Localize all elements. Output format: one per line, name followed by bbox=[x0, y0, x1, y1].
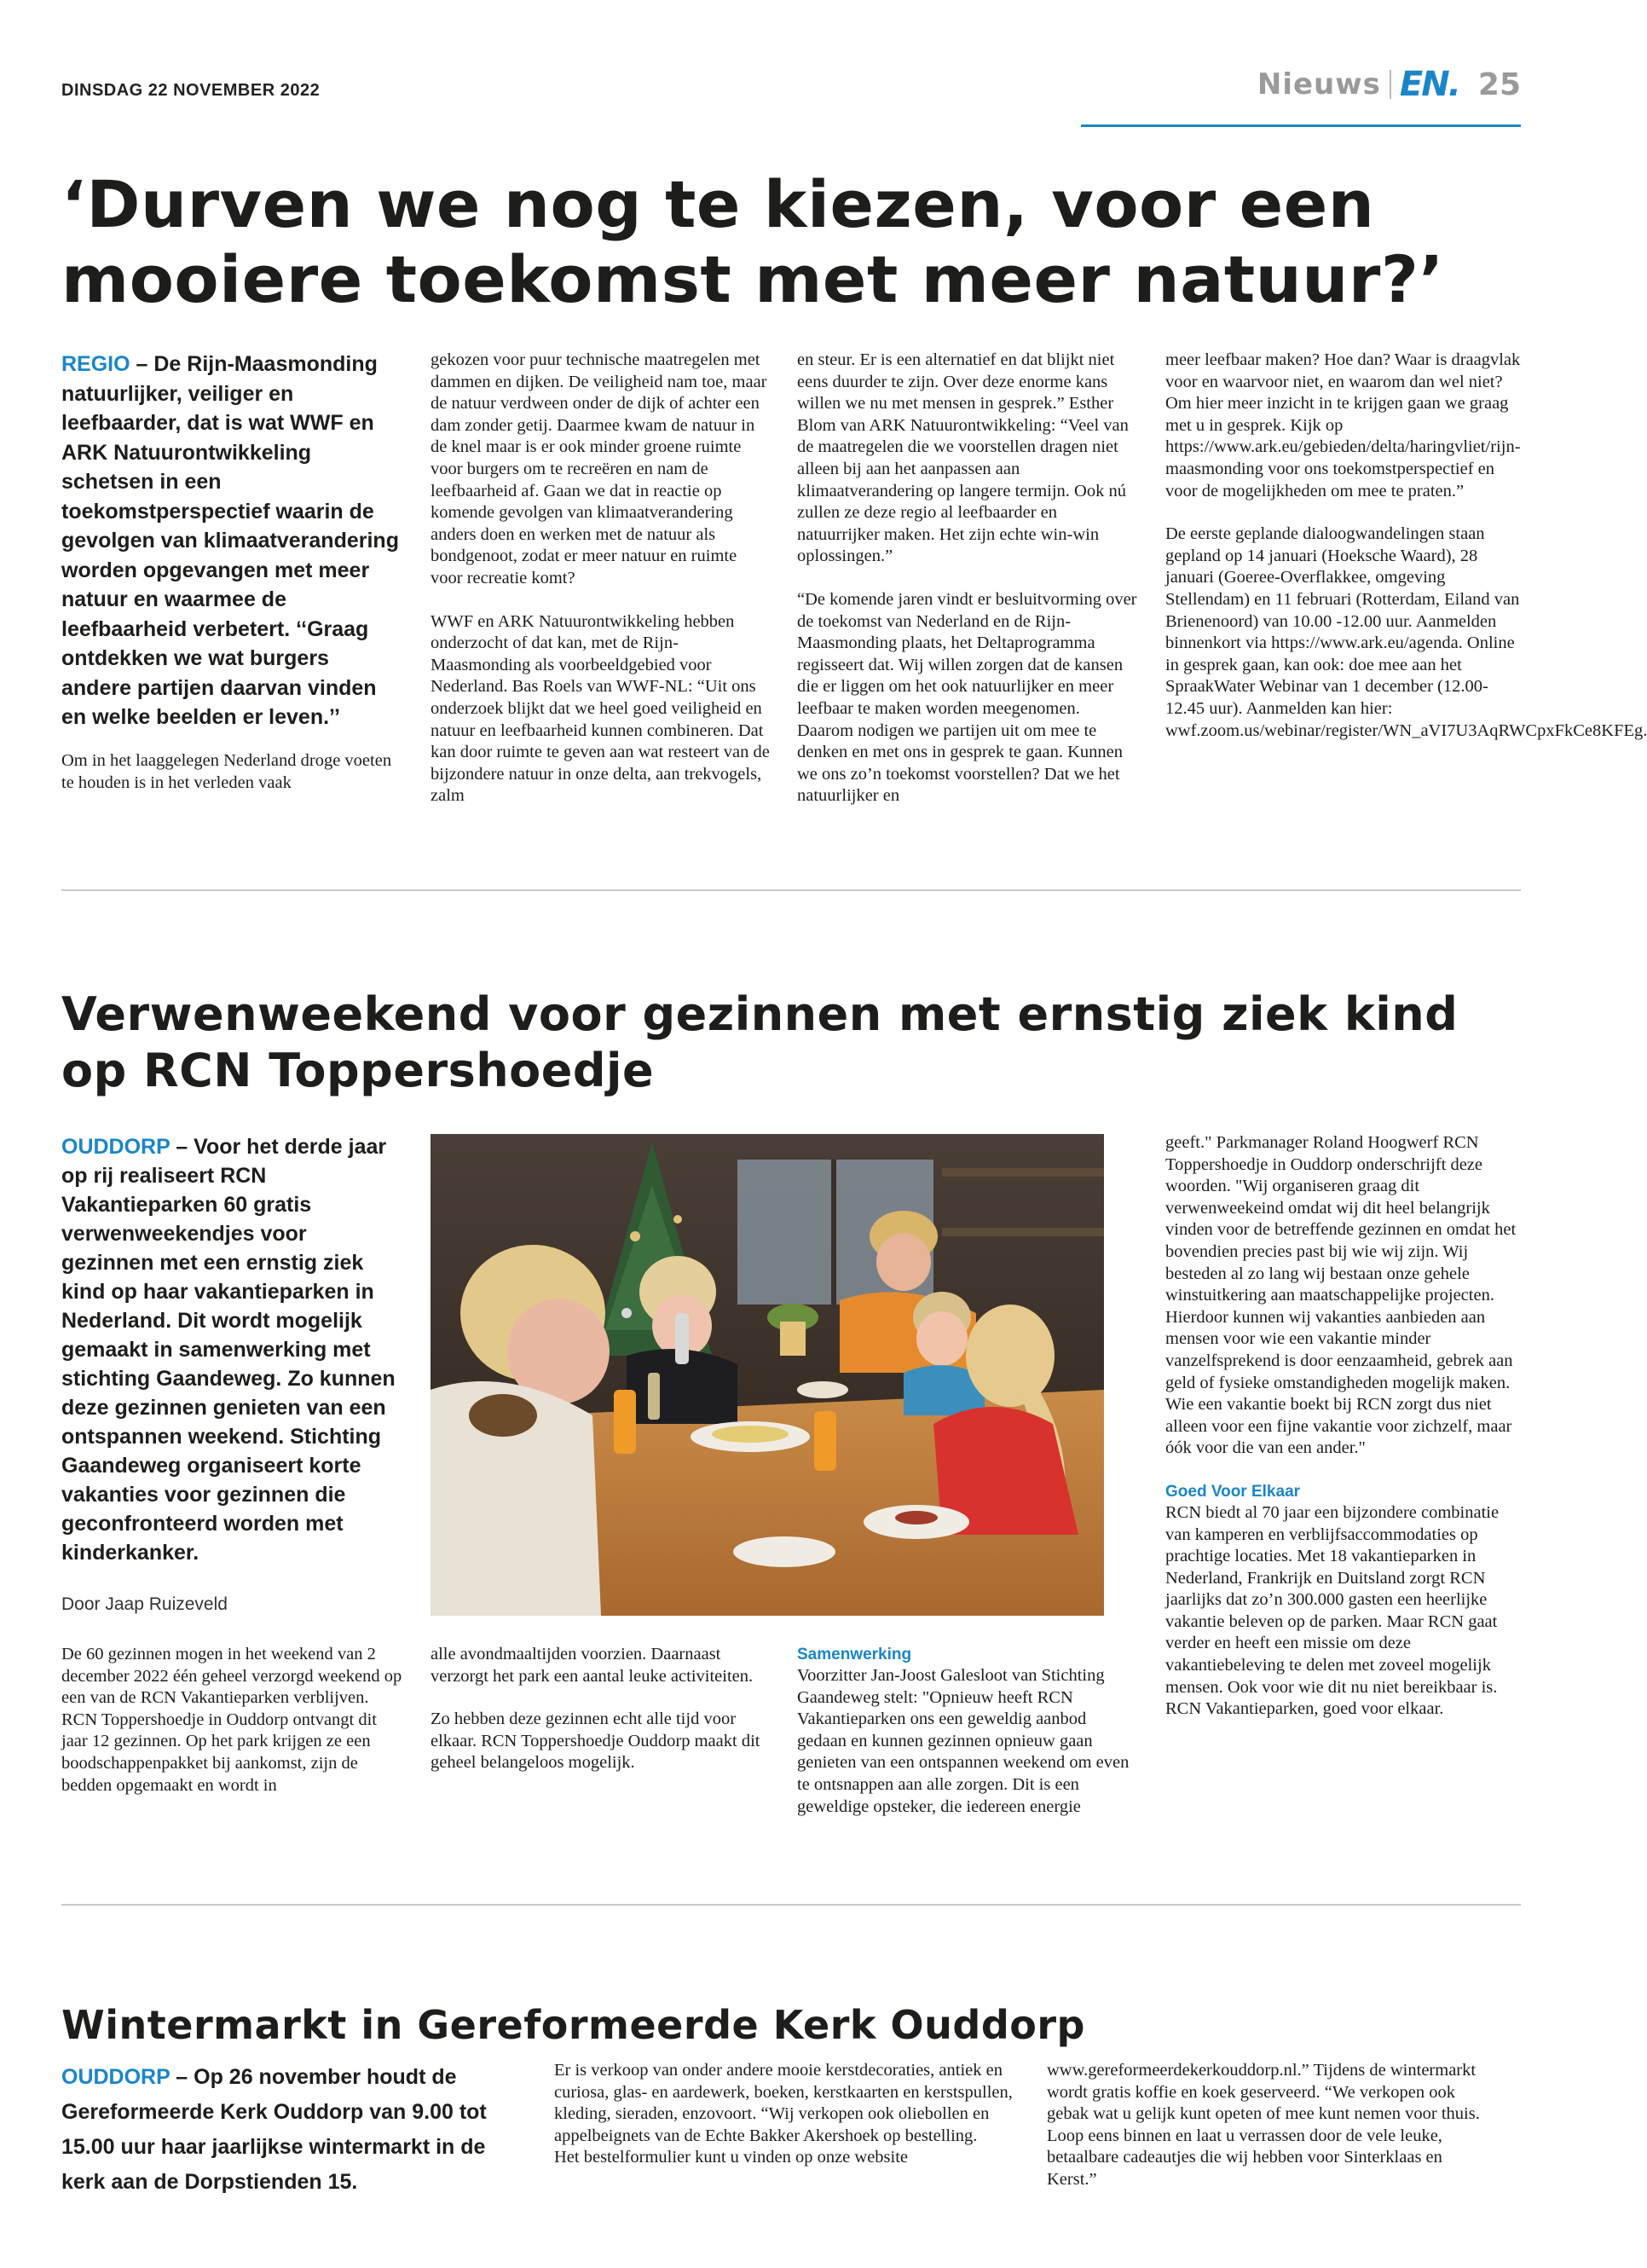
article2-lead-text: – Voor het derde jaar op rij realiseert RCN Vakantieparken 60 gratis verwenweekendjes voor gezinnen met een ernstig ziek kind op haar vakantieparken in Nederland. Dit wordt mogelijk gemaakt in samenwerking met stichting Gaandeweg. Zo kunnen deze gezinnen genieten van een ontspannen weekend. Stichting Gaandeweg organiseert korte vakanties voor gezinnen die geconfronteerd worden met kinderkanker. bbox=[61, 1135, 396, 1565]
article2-column-2 bbox=[431, 1644, 771, 1774]
article1-dateline: REGIO bbox=[61, 352, 130, 376]
article1-paragraph: Om in het laaggelegen Nederland droge voeten te houden is in het verleden vaak bbox=[61, 751, 392, 792]
header-rule bbox=[1081, 124, 1521, 127]
section-label: Nieuws bbox=[1257, 67, 1381, 101]
article1-column-1 bbox=[61, 750, 402, 794]
article1-paragraph: en steur. Er is een alternatief en dat blijkt niet eens duurder te zijn. Over deze enorme kans willen we nu met mensen in gesprek.” Esther Blom van ARK Natuurontwikkeling: “Veel van de maatregelen die we voorstellen dragen niet alleen bij aan het aanpassen aan klimaatverandering op langere termijn. Ook nú zullen ze deze regio al leefbaarder en natuurrijker maken. Het zijn echte win-win oplossingen.” bbox=[797, 350, 1129, 566]
newspaper-logo: EN. bbox=[1399, 65, 1459, 104]
article3-paragraph: Er is verkoop van onder andere mooie kerstdecoraties, antiek en curiosa, glas- en aardewerk, boeken, kerstkaarten en kerstspullen, kleding, sieraden, enzovoort. “Wij verkopen ook oliebollen en appelbeignets van de Echte Bakker Akershoek op bestelling. bbox=[554, 2061, 1013, 2145]
article3-paragraph: Het bestelformulier kunt u vinden op onze website bbox=[554, 2148, 909, 2167]
article1-paragraph: WWF en ARK Natuurontwikkeling hebben onderzocht of dat kan, met de Rijn- Maasmonding als voorbeeldgebied voor Nederland. Bas Roels van WWF-NL: “Uit ons onderzoek blijkt dat we heel goed veiligheid en natuur en leefbaarheid kunnen combineren. Dat kan door ruimte te geven aan wat resteert van de bijzondere natuur in onze delta, aan trekvogels, zalm bbox=[431, 611, 770, 806]
article1-paragraph: gekozen voor puur technische maatregelen met dammen en dijken. De veiligheid nam toe, maar de natuur verdween onder de dijk of achter een dam zonder getij. Daarmee kwam de natuur in de knel maar is er ook minder groene ruimte voor burgers om te recreëren en nam de leefbaarheid af. Gaan we dat in reactie op komende gevolgen van klimaatverandering anders doen en werken met de natuur als bondgenoot, zodat er meer natuur en ruimte voor recreatie komt? bbox=[431, 350, 767, 587]
article2-dateline: OUDDORP bbox=[61, 1135, 170, 1159]
article2-paragraph: RCN biedt al 70 jaar een bijzondere combinatie van kamperen en verblijfsaccommodaties op prachtige locaties. Met 18 vakantieparken in Nederland, Frankrijk en Duitsland zorgt RCN jaarlijks dat zo’n 300.000 gasten een heerlijke vakantie beleven op de parken. Maar RCN gaat verder en heeft een missie om deze vakantiebeleving te delen met zoveel mogelijk mensen. Ook voor wie dit nu niet bereikbaar is. RCN Vakantieparken, goed voor elkaar. bbox=[1165, 1502, 1500, 1719]
article1-paragraph: De eerste geplande dialoogwandelingen staan gepland op 14 januari (Hoeksche Waard), 28 januari (Goeree-Overflakkee, omgeving Stellendam) en 11 februari (Rotterdam, Eiland van Brienenoord) van 10.00 -12.00 uur. Aanmelden binnenkort via https://www.ark.eu/agenda. Online in gesprek gaan, kan ook: doe mee aan het SpraakWater Webinar van 1 december (12.00-12.45 uur). Aanmelden kan hier: wwf.zoom.us/webinar/register/WN_aVI7U3AqRWCpxFkCe8KFEg. bbox=[1165, 524, 1647, 740]
page-number: 25 bbox=[1477, 67, 1521, 102]
article3-dateline: OUDDORP bbox=[61, 2065, 170, 2089]
article1-lead bbox=[61, 350, 402, 732]
article2-paragraph: Zo hebben deze gezinnen echt alle tijd voor elkaar. RCN Toppershoedje Ouddorp maakt dit geheel belangeloos mogelijk. bbox=[431, 1710, 760, 1773]
article1-headline: ‘Durven we nog te kiezen, voor een mooiere toekomst met meer natuur?’ bbox=[61, 166, 1444, 317]
article3-lead-text: – Op 26 november houdt de Gereformeerde Kerk Ouddorp van 9.00 tot 15.00 uur haar jaarlijkse wintermarkt in de kerk aan de Dorpstienden 15. bbox=[61, 2065, 487, 2194]
article2-subhead-samenwerking: Samenwerking bbox=[797, 1646, 912, 1663]
article2-headline: Verwenweekend voor gezinnen met ernstig ziek kind op RCN Toppershoedje bbox=[61, 987, 1459, 1097]
article3-headline: Wintermarkt in Gereformeerde Kerk Ouddorp bbox=[61, 2002, 1085, 2048]
header-divider bbox=[1390, 70, 1391, 99]
article2-column-4 bbox=[1165, 1132, 1523, 1721]
article2-paragraph: geeft." Parkmanager Roland Hoogwerf RCN Toppershoedje in Ouddorp onderschrijft deze woorden. "Wij organiseren graag dit verwenweekeind omdat wij dit heel belangrijk vinden voor de betreffende gezinnen en omdat het bovendien precies past bij wie wij zijn. Wij besteden al zo lang wij bestaan onze gehele winstuitkering aan maatschappelijke projecten. Hierdoor kunnen wij vakanties aanbieden aan mensen voor wie een vakantie minder vanzelfsprekend is door eenzaamheid, gebrek aan geld of fysieke omstandigheden mogelijk maken. Wie een vakantie boekt bij RCN zorgt dus niet alleen voor een fijne vakantie voor zichzelf, maar óók voor die van een ander." bbox=[1165, 1133, 1517, 1458]
article1-column-3 bbox=[797, 350, 1138, 807]
article2-paragraph: alle avondmaaltijden voorzien. Daarnaast verzorgt het park een aantal leuke activiteiten. bbox=[431, 1645, 754, 1686]
article-divider bbox=[61, 889, 1521, 891]
article2-column-3 bbox=[797, 1644, 1138, 1818]
article2-subhead-goed-voor-elkaar: Goed Voor Elkaar bbox=[1165, 1482, 1301, 1501]
article2-byline: Door Jaap Ruizeveld bbox=[61, 1594, 228, 1614]
article3-lead bbox=[61, 2060, 522, 2200]
family-restaurant-photo bbox=[431, 1134, 1104, 1616]
article-divider bbox=[61, 1904, 1521, 1906]
article1-paragraph: “De komende jaren vindt er besluitvorming over de toekomst van Nederland en de Rijn-Maasmonding plaats, het Deltaprogramma regisseert dat. Wij willen zorgen dat de kansen die er liggen om het ook natuurlijker en meer leefbaar te maken worden meegenomen. Daarom nodigen we partijen uit om mee te denken en met ons in gesprek te gaan. Kunnen we ons zo’n toekomst voorstellen? Dat we het natuurlijker en bbox=[797, 589, 1137, 806]
page-header bbox=[1257, 65, 1521, 104]
article1-column-4 bbox=[1165, 350, 1647, 742]
article1-column-2 bbox=[431, 350, 771, 807]
article3-column-3 bbox=[1047, 2060, 1490, 2191]
article2-paragraph: Voorzitter Jan-Joost Galesloot van Stichting Gaandeweg stelt: "Opnieuw heeft RCN Vakantieparken ons een geweldig aanbod gedaan en kunnen gezinnen opnieuw gaan genieten van een ontspannen weekend om even te ontsnappen aan alle zorgen. Dit is een geweldige opsteker, die iedereen energie bbox=[797, 1666, 1130, 1816]
article3-paragraph: www.gereformeerdekerkouddorp.nl.” Tijdens de wintermarkt wordt gratis koffie en koek geserveerd. “We verkopen ook gebak wat u gelijk kunt opeten of mee kunt nemen voor thuis. Loop eens binnen en laat u verrassen door de vele leuke, betaalbare cadeautjes die wij hebben voor Sinterklaas en Kerst.” bbox=[1047, 2061, 1480, 2189]
article3-column-2 bbox=[554, 2060, 1027, 2169]
issue-date: DINSDAG 22 NOVEMBER 2022 bbox=[61, 81, 321, 100]
article2-lead bbox=[61, 1132, 402, 1567]
article2-column-1 bbox=[61, 1644, 402, 1796]
article1-lead-text: – De Rijn-Maasmonding natuurlijker, veiliger en leefbaarder, dat is wat WWF en ARK Natuurontwikkeling schetsen in een toekomstperspectief waarin de gevolgen van klimaatverandering worden opgevangen met meer natuur en waarmee de leefbaarheid verbetert. ‘‘Graag ontdekken we wat burgers andere partijen daarvan vinden en welke beelden er leven.’’ bbox=[61, 352, 399, 729]
article1-paragraph: meer leefbaar maken? Hoe dan? Waar is draagvlak voor en waarvoor niet, en waarom dan wel niet? Om hier meer inzicht in te krijgen gaan we graag met u in gesprek. Kijk op https://www.ark.eu/gebieden/delta/haringvliet/rijn-maasmonding voor ons toekomstperspectief en voor de mogelijkheden om mee te praten.” bbox=[1165, 350, 1521, 500]
article2-paragraph: De 60 gezinnen mogen in het weekend van 2 december 2022 één geheel verzorgd weekend op een van de RCN Vakantieparken verblijven. RCN Toppershoedje in Ouddorp ontvangt dit jaar 12 gezinnen. Op het park krijgen ze een boodschappenpakket bij aankomst, zijn de bedden opgemaakt en wordt in bbox=[61, 1645, 402, 1795]
